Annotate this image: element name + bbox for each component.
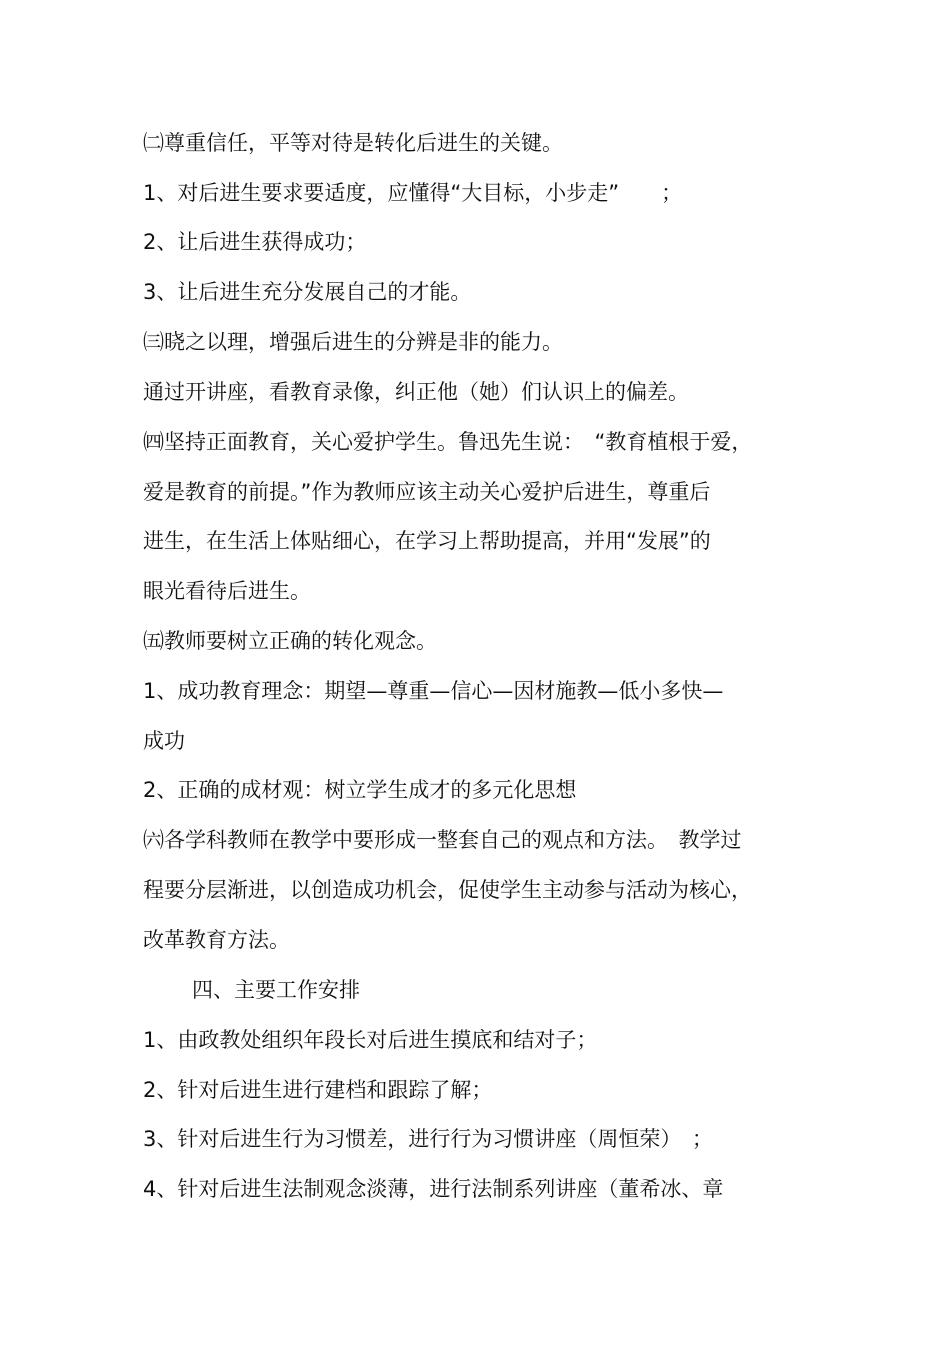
list-item: 2、正确的成材观：树立学生成才的多元化思想	[143, 778, 577, 802]
list-item: 1、对后进生要求要适度，应懂得“大目标，小步走” ；	[143, 181, 683, 205]
paragraph-line: 爱是教育的前提。”作为教师应该主动关心爱护后进生，尊重后	[143, 480, 711, 504]
section-heading-4: ㈣坚持正面教育，关心爱护学生。鲁迅先生说： “教育植根于爱，	[143, 430, 753, 454]
list-item: 2、让后进生获得成功；	[143, 230, 367, 254]
paragraph-line: 进生，在生活上体贴细心，在学习上帮助提高，并用“发展”的	[143, 529, 711, 553]
paragraph-line: 改革教育方法。	[143, 928, 290, 952]
list-item: 1、成功教育理念：期望—尊重—信心—因材施教—低小多快—	[143, 679, 724, 703]
list-item: 3、针对后进生行为习惯差，进行行为习惯讲座（周恒荣） ；	[143, 1127, 713, 1151]
section-heading-2: ㈡尊重信任，平等对待是转化后进生的关键。	[143, 131, 563, 155]
section-heading-6: ㈥各学科教师在教学中要形成一整套自己的观点和方法。 教学过	[143, 828, 742, 852]
paragraph-line: 通过开讲座，看教育录像，纠正他（她）们认识上的偏差。	[143, 380, 689, 404]
list-item: 1、由政教处组织年段长对后进生摸底和结对子；	[143, 1028, 598, 1052]
list-item: 2、针对后进生进行建档和跟踪了解；	[143, 1078, 493, 1102]
section-heading-5: ㈤教师要树立正确的转化观念。	[143, 629, 437, 653]
list-item: 3、让后进生充分发展自己的才能。	[143, 280, 472, 304]
paragraph-line: 眼光看待后进生。	[143, 579, 311, 603]
list-item: 4、针对后进生法制观念淡薄，进行法制系列讲座（董希冰、章	[143, 1177, 724, 1201]
paragraph-line: 程要分层渐进，以创造成功机会，促使学生主动参与活动为核心，	[143, 878, 752, 902]
main-section-heading: 四、主要工作安排	[192, 978, 360, 1002]
section-heading-3: ㈢晓之以理，增强后进生的分辨是非的能力。	[143, 330, 563, 354]
paragraph-line: 成功	[143, 729, 185, 753]
